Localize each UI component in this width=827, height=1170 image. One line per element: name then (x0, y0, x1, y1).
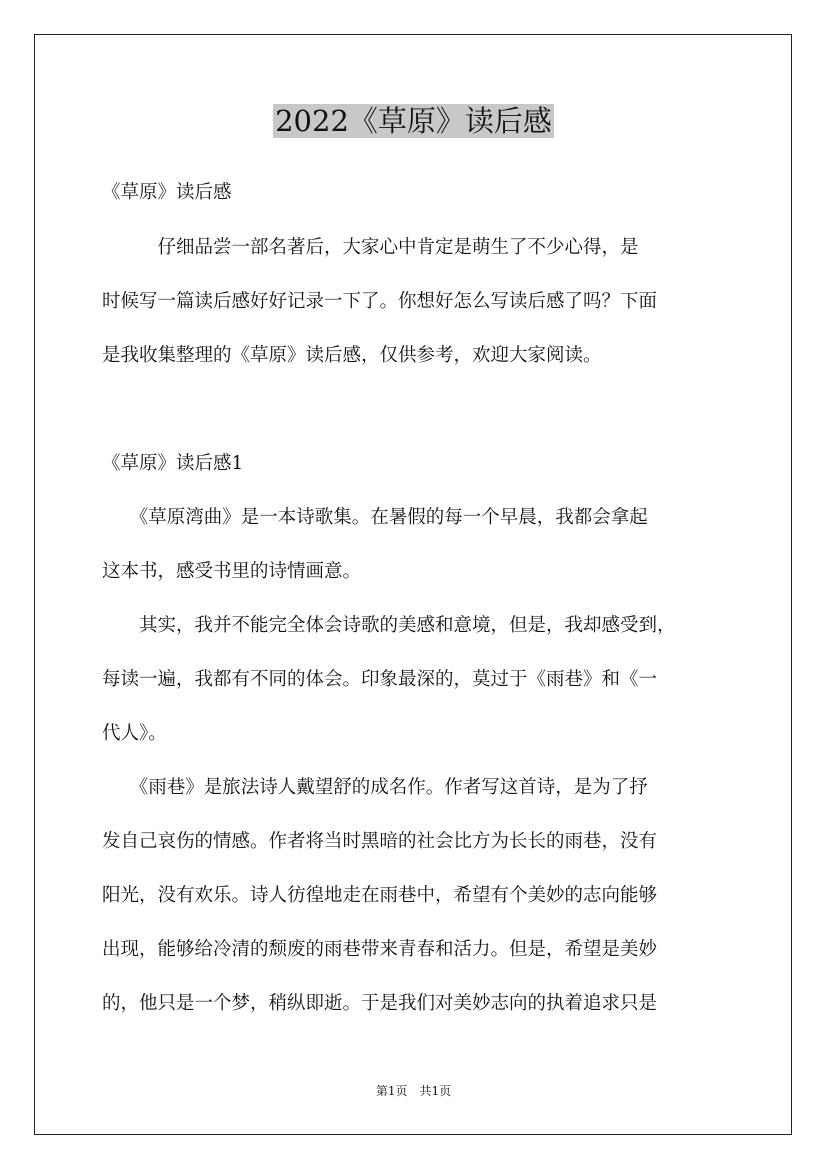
paragraph-line: 其实，我并不能完全体会诗歌的美感和意境，但是，我却感受到， (102, 615, 676, 636)
document-title-block (0, 100, 827, 142)
section-heading: 《草原》读后感1 (102, 453, 244, 474)
document-title: 2022《草原》读后感 (275, 104, 552, 138)
paragraph-line: 仔细品尝一部名著后，大家心中肯定是萌生了不少心得，是 (102, 237, 639, 258)
section-heading: 《草原》读后感 (102, 182, 232, 203)
page-footer: 第1页 共1页 (375, 1084, 452, 1098)
paragraph-line: 的，他只是一个梦，稍纵即逝。于是我们对美妙志向的执着追求只是 (102, 993, 658, 1014)
paragraph-line: 是我收集整理的《草原》读后感，仅供参考，欢迎大家阅读。 (102, 345, 602, 366)
paragraph-line: 《雨巷》是旅法诗人戴望舒的成名作。作者写这首诗，是为了抒 (102, 777, 648, 798)
paragraph-line: 这本书，感受书里的诗情画意。 (102, 561, 362, 582)
paragraph-line: 《草原湾曲》是一本诗歌集。在暑假的每一个早晨，我都会拿起 (102, 507, 648, 528)
paragraph-line: 代人》。 (102, 723, 167, 744)
paragraph-line: 时候写一篇读后感好好记录一下了。你想好怎么写读后感了吗？下面 (102, 291, 658, 312)
paragraph-line: 出现，能够给冷清的颓废的雨巷带来青春和活力。但是，希望是美妙 (102, 939, 658, 960)
paragraph-line: 发自己哀伤的情感。作者将当时黑暗的社会比方为长长的雨巷，没有 (102, 831, 658, 852)
paragraph-line: 阳光，没有欢乐。诗人彷徨地走在雨巷中，希望有个美妙的志向能够 (102, 885, 658, 906)
paragraph-line: 每读一遍，我都有不同的体会。印象最深的，莫过于《雨巷》和《一 (102, 669, 658, 690)
